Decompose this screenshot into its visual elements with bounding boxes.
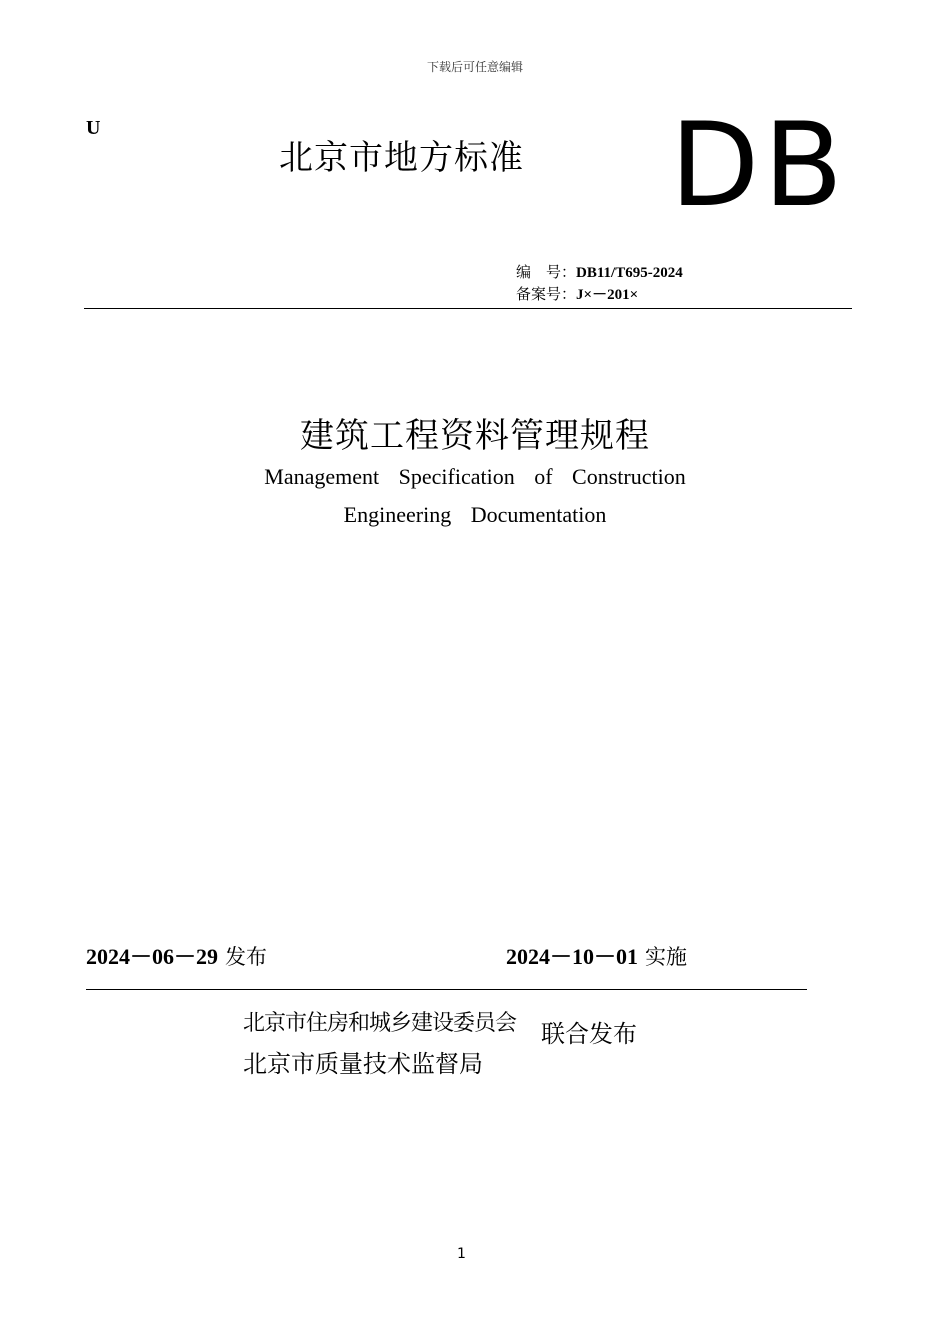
publish-date-line [86,940,267,971]
standard-type-heading: 北京市地方标准 [279,138,524,178]
page-number: 1 [457,1246,466,1262]
joint-issue-label: 联合发布 [541,1020,637,1048]
effective-date-line [506,940,687,971]
publish-label: 发布 [225,945,268,969]
bottom-divider [86,989,807,990]
document-title-cn: 建筑工程资料管理规程 [300,416,650,456]
standard-number-label: 编 号： [516,263,577,281]
document-title-en-line1: Management Specification of Construction [264,464,686,489]
header-note: 下载后可任意编辑 [426,60,523,74]
standard-number-value: DB11/T695-2024 [576,265,683,281]
top-divider [84,308,852,309]
effective-date: 2024－10－01 [506,944,639,969]
filing-number-value: J×－201× [576,287,639,303]
standard-number-line [516,261,683,282]
filing-number-label: 备案号： [516,285,577,303]
publish-date: 2024－06－29 [86,944,219,969]
corner-mark: U [86,117,101,139]
issuer-quality-bureau: 北京市质量技术监督局 [243,1050,483,1078]
db-logo: DB [670,98,847,233]
document-title-en-line2: Engineering Documentation [343,502,607,527]
issuer-housing-commission: 北京市住房和城乡建设委员会 [243,1011,517,1036]
filing-number-line [516,283,638,304]
effective-label: 实施 [645,945,688,969]
